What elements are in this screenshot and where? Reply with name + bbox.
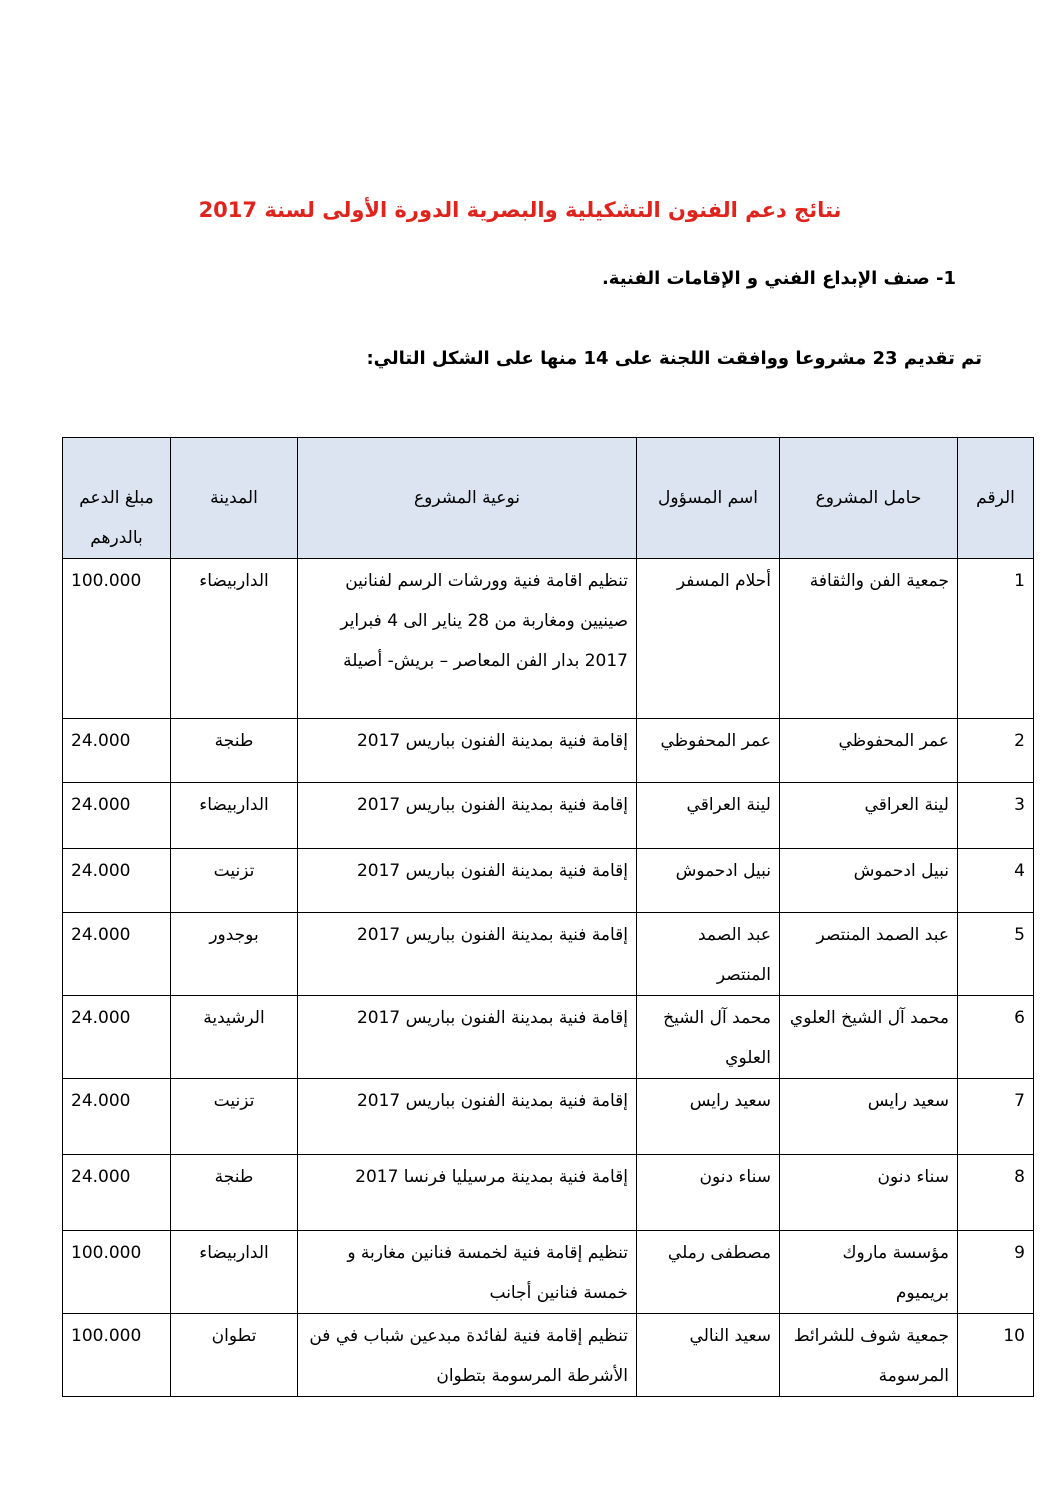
cell-manager: محمد آل الشيخ العلوي: [637, 996, 780, 1079]
table-row: [63, 719, 1034, 783]
results-table: [62, 437, 1034, 1397]
cell-type: تنظيم اقامة فنية وورشات الرسم لفنانين صينيين ومغاربة من 28 يناير الى 4 فبراير 2017 بدار الفن المعاصر – بريش- أصيلة: [298, 559, 637, 719]
cell-city: طنجة: [171, 719, 298, 783]
intro-text: تم تقديم 23 مشروعا ووافقت اللجنة على 14 منها على الشكل التالي:: [366, 348, 982, 369]
table-row: [63, 849, 1034, 913]
cell-holder: سناء دنون: [780, 1155, 958, 1231]
cell-holder: سعيد رايس: [780, 1079, 958, 1155]
cell-type: إقامة فنية بمدينة الفنون بباريس 2017: [298, 783, 637, 849]
cell-holder: عمر المحفوظي: [780, 719, 958, 783]
table-row: [63, 1155, 1034, 1231]
table-row: [63, 1079, 1034, 1155]
cell-manager: عبد الصمد المنتصر: [637, 913, 780, 996]
cell-holder: مؤسسة ماروك بريميوم: [780, 1231, 958, 1314]
cell-num: 1: [958, 559, 1034, 719]
cell-holder: جمعية الفن والثقافة: [780, 559, 958, 719]
table-row: [63, 1231, 1034, 1314]
cell-amount: 24.000: [63, 783, 171, 849]
page-title: نتائج دعم الفنون التشكيلية والبصرية الدورة الأولى لسنة 2017: [198, 198, 842, 222]
header-num: الرقم: [958, 438, 1034, 559]
cell-holder: لينة العراقي: [780, 783, 958, 849]
cell-city: الداربيضاء: [171, 559, 298, 719]
cell-num: 2: [958, 719, 1034, 783]
cell-city: الداربيضاء: [171, 783, 298, 849]
cell-type: إقامة فنية بمدينة الفنون بباريس 2017: [298, 849, 637, 913]
cell-city: الداربيضاء: [171, 1231, 298, 1314]
table-row: [63, 996, 1034, 1079]
cell-num: 8: [958, 1155, 1034, 1231]
table-row: [63, 559, 1034, 719]
cell-amount: 24.000: [63, 1079, 171, 1155]
cell-num: 6: [958, 996, 1034, 1079]
cell-amount: 24.000: [63, 1155, 171, 1231]
cell-holder: محمد آل الشيخ العلوي: [780, 996, 958, 1079]
cell-num: 7: [958, 1079, 1034, 1155]
table-header-row: [63, 438, 1034, 559]
section-heading: 1- صنف الإبداع الفني و الإقامات الفنية.: [601, 268, 956, 289]
table-row: [63, 1314, 1034, 1397]
cell-manager: نبيل ادحموش: [637, 849, 780, 913]
cell-num: 10: [958, 1314, 1034, 1397]
cell-holder: عبد الصمد المنتصر: [780, 913, 958, 996]
cell-manager: سعيد رايس: [637, 1079, 780, 1155]
header-type: نوعية المشروع: [298, 438, 637, 559]
cell-holder: نبيل ادحموش: [780, 849, 958, 913]
cell-amount: 24.000: [63, 849, 171, 913]
cell-manager: سعيد النالي: [637, 1314, 780, 1397]
cell-manager: عمر المحفوظي: [637, 719, 780, 783]
header-amount: مبلغ الدعم بالدرهم: [63, 438, 171, 559]
cell-type: تنظيم إقامة فنية لفائدة مبدعين شباب في فن الأشرطة المرسومة بتطوان: [298, 1314, 637, 1397]
table-row: [63, 913, 1034, 996]
cell-amount: 100.000: [63, 1314, 171, 1397]
cell-manager: سناء دنون: [637, 1155, 780, 1231]
cell-num: 4: [958, 849, 1034, 913]
cell-manager: مصطفى رملي: [637, 1231, 780, 1314]
cell-amount: 24.000: [63, 719, 171, 783]
cell-type: إقامة فنية بمدينة مرسيليا فرنسا 2017: [298, 1155, 637, 1231]
cell-type: تنظيم إقامة فنية لخمسة فنانين مغاربة و خمسة فنانين أجانب: [298, 1231, 637, 1314]
cell-amount: 100.000: [63, 1231, 171, 1314]
cell-city: الرشيدية: [171, 996, 298, 1079]
cell-amount: 100.000: [63, 559, 171, 719]
cell-type: إقامة فنية بمدينة الفنون بباريس 2017: [298, 996, 637, 1079]
cell-num: 9: [958, 1231, 1034, 1314]
cell-num: 5: [958, 913, 1034, 996]
cell-city: بوجدور: [171, 913, 298, 996]
cell-holder: جمعية شوف للشرائط المرسومة: [780, 1314, 958, 1397]
cell-amount: 24.000: [63, 913, 171, 996]
cell-city: تزنيت: [171, 849, 298, 913]
cell-type: إقامة فنية بمدينة الفنون بباريس 2017: [298, 719, 637, 783]
header-city: المدينة: [171, 438, 298, 559]
header-holder: حامل المشروع: [780, 438, 958, 559]
cell-num: 3: [958, 783, 1034, 849]
cell-manager: أحلام المسفر: [637, 559, 780, 719]
cell-manager: لينة العراقي: [637, 783, 780, 849]
cell-type: إقامة فنية بمدينة الفنون بباريس 2017: [298, 1079, 637, 1155]
table-row: [63, 783, 1034, 849]
cell-city: تطوان: [171, 1314, 298, 1397]
cell-city: طنجة: [171, 1155, 298, 1231]
cell-type: إقامة فنية بمدينة الفنون بباريس 2017: [298, 913, 637, 996]
header-manager: اسم المسؤول: [637, 438, 780, 559]
cell-city: تزنيت: [171, 1079, 298, 1155]
cell-amount: 24.000: [63, 996, 171, 1079]
